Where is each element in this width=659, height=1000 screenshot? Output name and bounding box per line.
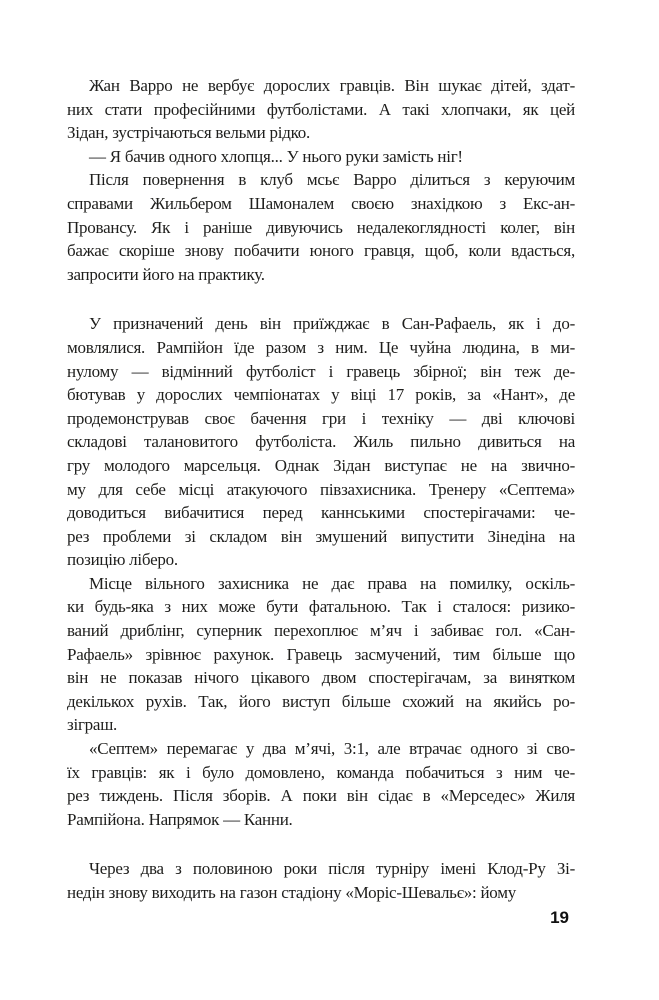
text-line: продемонстрував своє бачення гри і техніку — дві ключові bbox=[67, 408, 575, 428]
paragraph bbox=[67, 168, 575, 286]
paragraph bbox=[67, 737, 575, 831]
text-line: нулому — відмінний футболіст і гравець збірної; він теж де- bbox=[67, 361, 575, 381]
text-line: У призначений день він приїжджає в Сан-Рафаель, як і до- bbox=[89, 314, 575, 334]
text-line: Місце вільного захисника не дає права на помилку, оскіль- bbox=[89, 573, 575, 593]
paragraph bbox=[67, 74, 575, 145]
text-line: позицію ліберо. bbox=[67, 550, 178, 570]
text-line: них стати професійними футболістами. А такі хлопчаки, як цей bbox=[67, 99, 575, 119]
page-text-block bbox=[67, 74, 575, 905]
text-line: мовлялися. Рампійон їде разом з ним. Це чуйна людина, в ми- bbox=[67, 337, 575, 357]
text-line: зіграш. bbox=[67, 715, 118, 735]
text-line: запросити його на практику. bbox=[67, 264, 265, 284]
text-line: їх гравців: як і було домовлено, команда побачиться з ним че- bbox=[67, 762, 575, 782]
text-line: Після повернення в клуб мсьє Варро ділиться з керуючим bbox=[89, 170, 575, 190]
text-line: гру молодого марсельця. Однак Зідан виступає не на звично- bbox=[67, 455, 575, 475]
text-line: ки будь-яка з них може бути фатальною. Так і сталося: ризико- bbox=[67, 597, 575, 617]
text-line: декількох рухів. Так, його виступ більше схожий на якийсь ро- bbox=[67, 691, 575, 711]
text-line: — Я бачив одного хлопця... У нього руки замість ніг! bbox=[89, 146, 463, 166]
page-number: 19 bbox=[550, 908, 569, 927]
text-line: він не показав нічого цікавого двом спостерігачам, за винятком bbox=[67, 668, 575, 688]
text-line: складові талановитого футболіста. Жиль пильно дивиться на bbox=[67, 432, 575, 452]
paragraph bbox=[67, 572, 575, 737]
paragraph bbox=[67, 145, 575, 169]
text-line: доводиться вибачитися перед каннськими спостерігачами: че- bbox=[67, 503, 575, 523]
text-line: бютував у дорослих чемпіонатах у віці 17 років, за «Нант», де bbox=[67, 385, 575, 405]
text-line: бажає скоріше знову побачити юного гравця, щоб, коли вдасться, bbox=[67, 241, 575, 261]
text-line: Рампійона. Напрямок — Канни. bbox=[67, 809, 293, 829]
paragraph bbox=[67, 857, 575, 904]
text-line: рез тиждень. Після зборів. А поки він сідає в «Мерседес» Жиля bbox=[67, 786, 575, 806]
text-line: Через два з половиною роки після турніру імені Клод-Ру Зі- bbox=[89, 859, 575, 879]
text-line: ваний дриблінг, суперник перехоплює м’яч і забиває гол. «Сан- bbox=[67, 621, 575, 641]
text-line: му для себе місці атакуючого півзахисника. Тренеру «Септема» bbox=[67, 479, 575, 499]
text-line: Рафаель» зрівнює рахунок. Гравець засмучений, тим більше що bbox=[67, 644, 575, 664]
text-line: рез проблеми зі складом він змушений випустити Зінедіна на bbox=[67, 526, 575, 546]
text-line: Провансу. Як і раніше дивуючись недалекоглядності колег, він bbox=[67, 217, 575, 237]
text-line: справами Жильбером Шамоналем своєю знахідкою з Екс-ан- bbox=[67, 193, 575, 213]
text-line: «Септем» перемагає у два м’ячі, 3:1, але втрачає одного зі сво- bbox=[89, 739, 575, 759]
paragraph bbox=[67, 312, 575, 572]
text-line: Жан Варро не вербує дорослих гравців. Він шукає дітей, здат- bbox=[89, 76, 575, 95]
text-line: Зідан, зустрічаються вельми рідко. bbox=[67, 123, 310, 143]
text-line: недін знову виходить на газон стадіону «Моріс-Шевальє»: йому bbox=[67, 883, 516, 902]
